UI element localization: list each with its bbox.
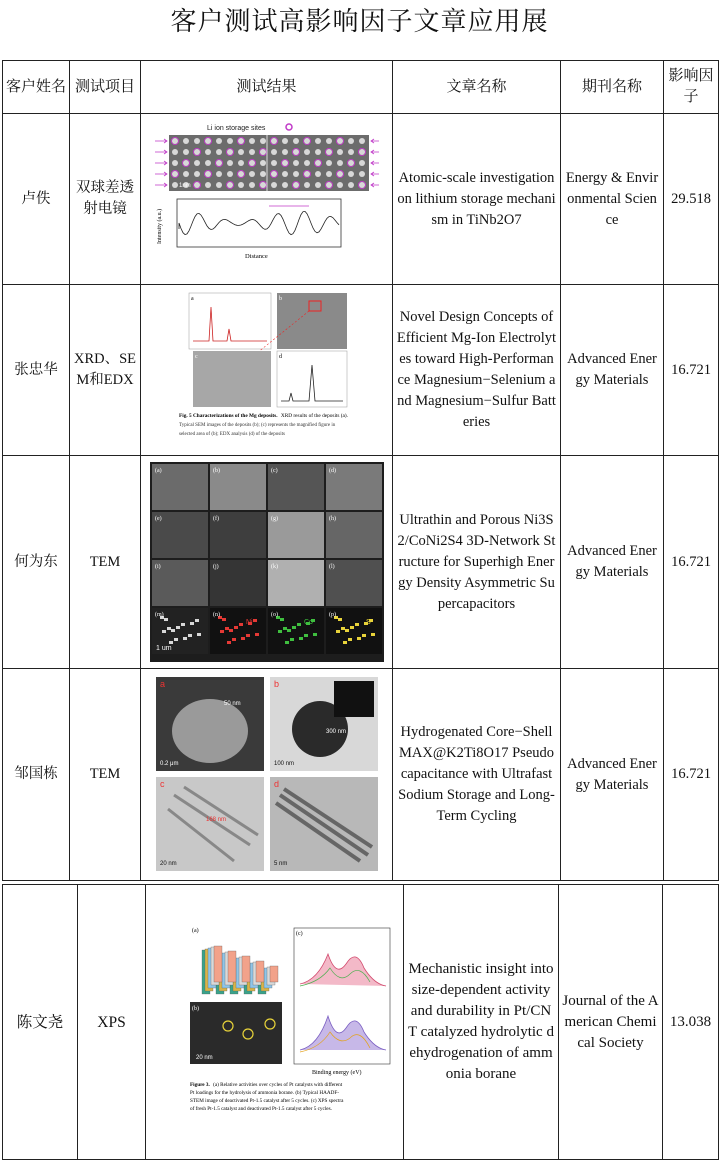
tem-panel <box>268 608 324 654</box>
panel-label: (i) <box>154 564 161 570</box>
lattice-image <box>169 135 369 191</box>
client-name: 张忠华 <box>3 285 70 456</box>
sem-panel-b <box>277 293 347 349</box>
tem-panel <box>268 560 324 606</box>
element-label: 1 um <box>155 645 172 652</box>
result-figure-cell <box>141 114 393 285</box>
table-row <box>3 114 719 285</box>
journal-name: Advanced Energy Materials <box>561 669 664 881</box>
panel-label: (e) <box>154 516 162 522</box>
panel-label: (k) <box>270 564 278 570</box>
panel-label: (n) <box>212 612 220 618</box>
tem-panel <box>326 608 382 654</box>
panel-a <box>156 677 264 771</box>
header-row <box>3 61 719 114</box>
tem-panel <box>326 512 382 558</box>
journal-name: Advanced Energy Materials <box>561 285 664 456</box>
panel-label: (g) <box>270 516 278 522</box>
article-title: Novel Design Concepts of Efficient Mg-Ion Electrolytes toward High-Performance Magnesium−Selenium and Magnesium−Sulfur Batteries <box>393 285 561 456</box>
caption-line: selected area of (b); EDX analysis (d) of the deposits <box>178 432 285 437</box>
journal-name: Advanced Energy Materials <box>561 456 664 669</box>
journal-name: Energy & Environmental Science <box>561 114 664 285</box>
panel-label: (d) <box>328 468 336 474</box>
scale-label: 50 nm <box>223 700 241 707</box>
panel-a-label: a <box>159 678 165 689</box>
tem-panel <box>210 464 266 510</box>
panel-label: (a) <box>154 468 162 474</box>
article-title: Atomic-scale investigation on lithium storage mechanism in TiNb2O7 <box>393 114 561 285</box>
tem-panel <box>210 608 266 654</box>
bar-panel-a <box>192 927 278 994</box>
impact-factor: 29.518 <box>664 114 719 285</box>
second-table <box>2 884 719 1160</box>
table-row <box>3 456 719 669</box>
header-journal: 期刊名称 <box>561 61 664 114</box>
impact-factor: 16.721 <box>664 669 719 881</box>
xrd-panel <box>189 293 271 349</box>
header-impact: 影响因子 <box>664 61 719 114</box>
tem-panel <box>268 464 324 510</box>
panel-label: (f) <box>212 516 219 522</box>
panel-c-label: (c) <box>295 931 303 937</box>
haadf-panel-b <box>190 1002 282 1064</box>
caption-bold: Fig. 5 Characterizations of the Mg deposits. <box>178 413 278 419</box>
x-axis-label: Distance <box>244 253 268 260</box>
result-figure-cell <box>141 456 393 669</box>
header-result: 测试结果 <box>141 61 393 114</box>
panel-b-label: (b) <box>191 1006 199 1012</box>
caption-line: Pt loadings for the hydrolysis of ammonia borane. (b) Typical HAADF- <box>189 1090 339 1096</box>
tem-panel <box>326 464 382 510</box>
intensity-profile <box>177 199 341 247</box>
tem-panel <box>152 464 208 510</box>
header-item: 测试项目 <box>70 61 141 114</box>
edx-panel-d <box>277 351 347 407</box>
caption-rest: XRD results of the deposits (a). <box>280 413 348 419</box>
core-shell-tem-figure <box>154 675 380 875</box>
caption-line: of fresh Pt-1.5 catalyst and deactivated Pt-1.5 catalyst after 5 cycles. <box>189 1106 332 1112</box>
mg-deposit-figure <box>149 289 385 451</box>
tem-panel <box>152 512 208 558</box>
panel-b-label: b <box>278 296 282 302</box>
impact-factor: 13.038 <box>663 885 719 1160</box>
panel-label: (h) <box>328 516 336 522</box>
test-item: TEM <box>70 456 141 669</box>
panel-label: (o) <box>270 612 278 618</box>
test-item: 双球差透射电镜 <box>70 114 141 285</box>
client-name: 陈文尧 <box>3 885 78 1160</box>
tem-panel <box>152 560 208 606</box>
y-axis-label: Intensity (a.u.) <box>156 208 163 244</box>
caption-line: (a) Relative activities over cycles of Pt catalysts with different <box>212 1082 342 1088</box>
tem-panel <box>210 560 266 606</box>
panel-c-label: c <box>159 778 164 789</box>
panel-b-label: b <box>273 678 279 689</box>
legend-circle-icon <box>286 124 292 130</box>
tem-panel <box>326 560 382 606</box>
client-name: 邹国栋 <box>3 669 70 881</box>
scale-label: 20 nm <box>195 1055 213 1061</box>
panel-d-label: d <box>278 354 282 360</box>
tem-panel <box>210 512 266 558</box>
element-label: Ni <box>245 619 253 626</box>
panel-label: (c) <box>270 468 278 474</box>
impact-factor: 16.721 <box>664 285 719 456</box>
sem-panel-c <box>193 351 271 407</box>
panel-label: (b) <box>212 468 220 474</box>
scale-label: 5 nm <box>273 860 287 867</box>
tem-grid-figure <box>150 462 384 662</box>
panel-a-label: a <box>190 296 194 302</box>
main-table <box>2 60 719 881</box>
table-row <box>3 885 719 1160</box>
result-figure-cell <box>146 885 404 1160</box>
tem-panel <box>268 512 324 558</box>
scale-label: 0.2 μm <box>159 760 178 767</box>
journal-name: Journal of the American Chemical Society <box>559 885 663 1160</box>
table-row <box>3 669 719 881</box>
client-name: 卢佚 <box>3 114 70 285</box>
element-label: Co <box>303 619 313 626</box>
test-item: XPS <box>78 885 146 1160</box>
caption-bold: Figure 3. <box>189 1082 210 1088</box>
panel-label: (l) <box>328 564 335 570</box>
panel-label: (m) <box>154 612 164 618</box>
client-name: 何为东 <box>3 456 70 669</box>
panel-a-label: (a) <box>191 928 199 934</box>
x-axis-label: Binding energy (eV) <box>311 1070 362 1076</box>
scale-label: 168 nm <box>205 816 226 823</box>
impact-factor: 16.721 <box>664 456 719 669</box>
caption-line: Typical SEM images of the deposits (b); (c) represents the magnified figure in <box>178 423 335 428</box>
caption-line: STEM image of deactivated Pt-1.5 catalyst after 5 cycles. (c) XPS spectra <box>189 1098 343 1104</box>
figure-caption <box>179 412 348 419</box>
test-item: TEM <box>70 669 141 881</box>
result-figure-cell <box>141 285 393 456</box>
figure-caption <box>190 1081 343 1088</box>
article-title: Ultrathin and Porous Ni3S2/CoNi2S4 3D-Network Structure for Superhigh Energy Density Asymmetric Supercapacitors <box>393 456 561 669</box>
result-figure-cell <box>141 669 393 881</box>
scale-label: 300 nm <box>325 728 346 735</box>
article-title: Mechanistic insight into size-dependent activity and durability in Pt/CNT catalyzed hydrolytic dehydrogenation of ammonia borane <box>404 885 559 1160</box>
panel-d <box>270 777 378 871</box>
panel-label: (j) <box>212 564 219 570</box>
panel-label: (p) <box>328 612 336 618</box>
panel-b <box>270 677 378 771</box>
panel-c-label: c <box>194 354 198 360</box>
stem-lattice-figure <box>149 119 385 279</box>
xps-panel-c <box>294 928 390 1076</box>
scale-label: 100 nm <box>273 760 294 767</box>
header-article: 文章名称 <box>393 61 561 114</box>
test-item: XRD、SEM和EDX <box>70 285 141 456</box>
element-label: S <box>365 619 371 626</box>
scale-label: 20 nm <box>159 860 177 867</box>
xps-figure <box>150 924 400 1120</box>
header-client: 客户姓名 <box>3 61 70 114</box>
scale-label: 1nm <box>178 183 191 189</box>
page-title: 客户测试高影响因子文章应用展 <box>170 7 549 36</box>
panel-c <box>156 777 264 871</box>
article-title: Hydrogenated Core−Shell MAX@K2Ti8O17 Pseudocapacitance with Ultrafast Sodium Storage and Long-Term Cycling <box>393 669 561 881</box>
panel-d-label: d <box>273 778 279 789</box>
table-row <box>3 285 719 456</box>
figure-title: Li ion storage sites <box>206 125 265 132</box>
